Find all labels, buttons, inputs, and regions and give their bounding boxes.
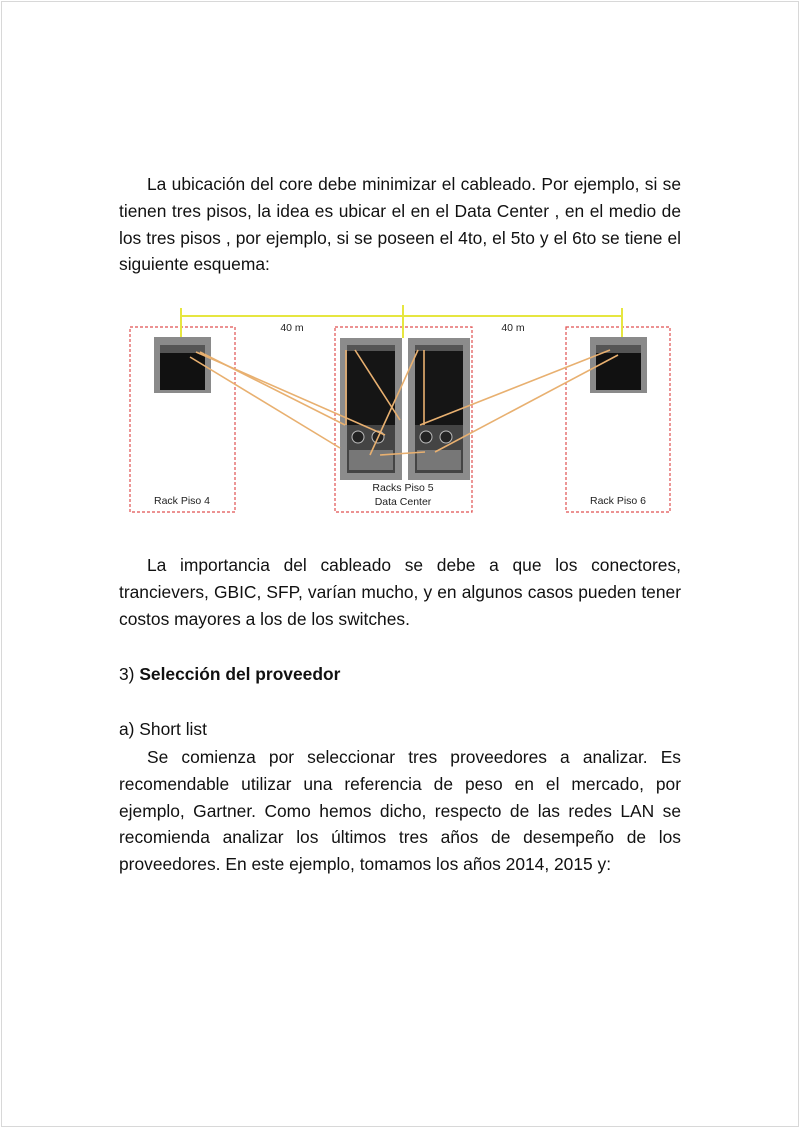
section-title: Selección del proveedor: [139, 664, 341, 684]
rack-floor6-label: Rack Piso 6: [589, 495, 647, 507]
paragraph-cabling-importance: La importancia del cableado se debe a que los conectores, trancievers, GBIC, SFP, varían mucho, y en algunos casos pueden tener costos mayores a los de los switches.: [119, 555, 681, 629]
section-heading: [119, 664, 340, 685]
data-center-label: Data Center: [374, 496, 432, 508]
distance-left-label: 40 m: [280, 322, 304, 334]
rack-floor4-label: Rack Piso 4: [153, 495, 211, 507]
distance-line: [181, 305, 622, 338]
section-number: 3): [119, 664, 135, 684]
paragraph-short-list: Se comienza por seleccionar tres proveedores a analizar. Es recomendable utilizar una referencia de peso en el mercado, por ejemplo, Gartner. Como hemos dicho, respecto de las redes LAN se recomienda analizar los últimos tres años de desempeño de los proveedores. En este ejemplo, tomamos los años 2014, 2015 y:: [119, 747, 681, 875]
distance-right-label: 40 m: [501, 322, 525, 334]
cables: [190, 350, 618, 455]
subsection-heading: a) Short list: [119, 719, 207, 739]
paragraph-core-location: La ubicación del core debe minimizar el cableado. Por ejemplo, si se tienen tres pisos, la idea es ubicar el en el Data Center , en el medio de los tres pisos , por ejemplo, si se poseen el 4to, el 5to y el 6to se tiene el siguiente esquema:: [119, 174, 681, 275]
rack-floor5-label: Racks Piso 5: [372, 482, 434, 494]
